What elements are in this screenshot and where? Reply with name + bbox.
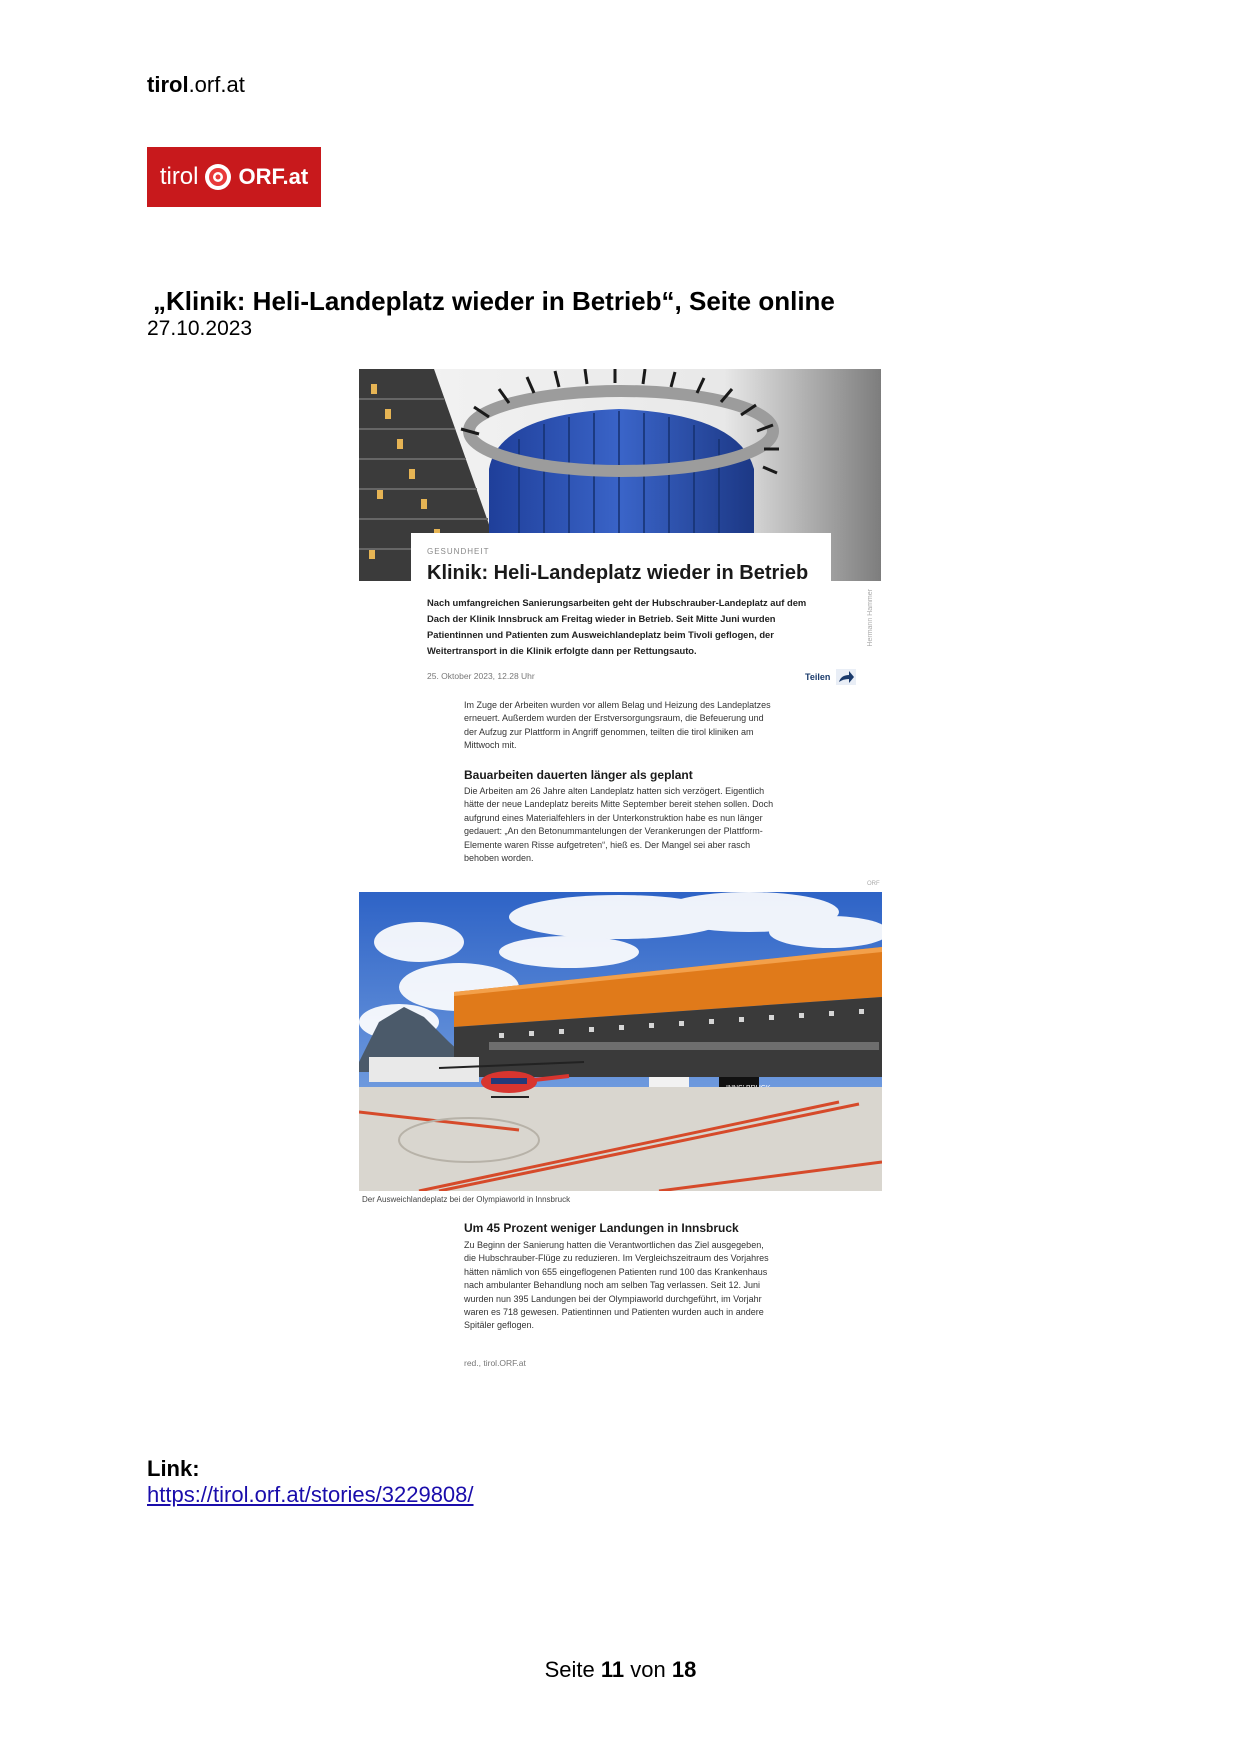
share-arrow-icon — [836, 669, 856, 685]
share-button[interactable] — [805, 669, 856, 685]
orf-target-icon — [204, 163, 232, 191]
article-paragraph-3: Zu Beginn der Sanierung hatten die Verantwortlichen das Ziel ausgegeben, die Hubschrauber-Flüge zu reduzieren. Im Vergleichszeitraum des Vorjahres hätten nämlich von 655 eingeflogenen Patienten rund 100 das Krankenhaus nach ambulanter Behandlung noch am selben Tag verlassen. Seit 12. Juni wurden nun 395 Landungen bei der Olympiaworld durchgeführt, im Vorjahr waren es 718 gewesen. Patientinnen und Patienten wurden auch in andere Spitäler geflogen. — [464, 1240, 769, 1331]
article-category: GESUNDHEIT — [427, 547, 490, 556]
site-name: tirol.orf.at — [147, 72, 245, 97]
document-title: „Klinik: Heli-Landeplatz wieder in Betrieb“, Seite online — [153, 286, 835, 316]
subheading-2: Um 45 Prozent weniger Landungen in Innsbruck — [464, 1221, 739, 1235]
article-date: 25. Oktober 2023, 12.28 Uhr — [427, 671, 535, 681]
page-footer: Seite 11 von 18 — [544, 1657, 697, 1682]
article-link[interactable]: https://tirol.orf.at/stories/3229808/ — [147, 1482, 474, 1507]
article-paragraph-1: Im Zuge der Arbeiten wurden vor allem Belag und Heizung des Landeplatzes erneuert. Außerdem wurden der Erstversorgungsraum, die Befeuerung und der Aufzug zur Plattform in Angriff genommen, teilten die tirol kliniken am Mittwoch mit. — [464, 700, 771, 751]
orf-logo: tirol ORF.at — [147, 147, 321, 207]
subheading-1: Bauarbeiten dauerten länger als geplant — [464, 768, 693, 782]
share-label: Teilen — [805, 672, 831, 682]
hero-credit: Hermann Hammer — [867, 589, 874, 647]
link-label: Link: — [147, 1456, 200, 1481]
document-date: 27.10.2023 — [147, 317, 253, 340]
article-title: Klinik: Heli-Landeplatz wieder in Betrieb — [427, 562, 809, 584]
helipad-photo — [359, 892, 882, 1191]
article-screenshot — [359, 369, 884, 1374]
article-paragraph-2: Die Arbeiten am 26 Jahre alten Landeplatz hatten sich verzögert. Eigentlich hätte der neue Landeplatz bereits Mitte September bereit stehen sollen. Doch aufgrund eines Materialfehlers in der Unterkonstruktion habe es nun länger gedauert: „An den Betonummantelungen der Verankerungen der Plattform-Elemente waren Risse aufgetreten“, hieß es. Der Mangel sei aber rasch behoben worden. — [464, 786, 774, 864]
photo-credit: ORF — [867, 881, 880, 887]
photo-caption: Der Ausweichlandeplatz bei der Olympiaworld in Innsbruck — [362, 1195, 571, 1204]
article-lead: Nach umfangreichen Sanierungsarbeiten geht der Hubschrauber-Landeplatz auf dem Dach der Klinik Innsbruck am Freitag wieder in Betrieb. Seit Mitte Juni wurden Patientinnen und Patienten zum Ausweichlandeplatz beim Tivoli geflogen, der Weitertransport in die Klinik erfolgte dann per Rettungsauto. — [427, 597, 807, 656]
article-signature: red., tirol.ORF.at — [464, 1358, 526, 1368]
